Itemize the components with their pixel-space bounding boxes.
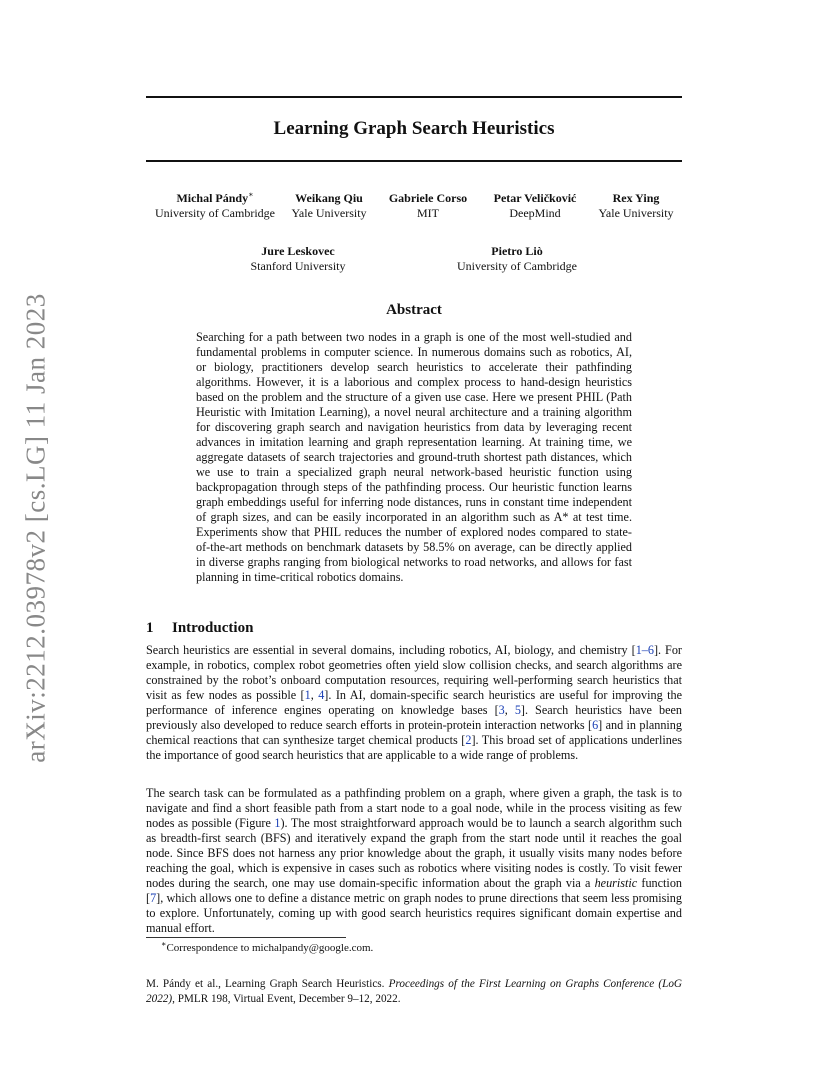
footnote-text: Correspondence to michalpandy@google.com. [166,942,374,954]
author-block [442,244,592,274]
author-block [561,191,711,221]
author-name: Michal Pándy [176,191,249,205]
author-affiliation: DeepMind [509,206,561,220]
footnote-mark: ∗ [161,939,167,949]
author-name: Weikang Qiu [295,191,363,205]
author-name: Petar Veličković [493,191,577,205]
author-affiliation: MIT [417,206,439,220]
footnote [161,939,374,954]
body-text: ]. In AI, domain-specific search heuristics are useful for improving the performance of inference engines operating on knowledge bases [ [146,688,682,717]
body-text: , [310,688,319,702]
citation-link[interactable]: 1 [274,816,281,830]
body-text: ). The most straightforward approach would be to launch a search algorithm such as breadth-first search (BFS) and iteratively expand the graph from the start node until it reaches the goal node. Since BFS does not harness any prior knowledge about the graph, it usually visits many nodes before reaching the goal, which is expensive in cases such as robotics where visiting nodes is costly. To visit fewer nodes during the search, one may use domain-specific information about the graph via a [146,816,682,890]
section-title: Introduction [172,620,254,636]
citation-link[interactable]: 1–6 [635,643,654,657]
section-number: 1 [146,620,154,636]
author-name: Pietro Liò [491,244,543,258]
body-text: The search task can be formulated as a pathfinding problem on a graph, where given a graph, the task is to navigate and find a short feasible path from a start node to a goal node, while in the process visiting as few nodes as possible (Figure [146,786,682,830]
author-block [223,244,373,274]
abstract-text: Searching for a path between two nodes in a graph is one of the most well-studied and fundamental problems in computer science. In numerous domains such as robotics, AI, or biology, practitioners develop search heuristics to accelerate their pathfinding algorithms. However, it is a laborious and complex process to hand-design heuristics based on the problem and the structure of a given use case. Here we present PHIL (Path Heuristic with Imitation Learning), a novel neural architecture and a training algorithm for discovering graph search and navigation heuristics from data by leveraging recent advances in imitation learning and graph representation learning. At training time, we aggregate datasets of search trajectories and ground-truth shortest path distances, which we use to train a specialized graph neural network-based heuristic function using backpropagation through steps of the pathfinding process. Our heuristic function learns graph embeddings useful for inferring node distances, runs in constant time independent of graph sizes, and can be easily incorporated in an algorithm such as A* at test time. Experiments show that PHIL reduces the number of explored nodes compared to state-of-the-art methods on benchmark datasets by 58.5% on average, can be directly applied in diverse graphs ranging from biological networks to road networks, and allows for fast planning in time-critical robotics domains. [196,330,632,584]
paper-title: Learning Graph Search Heuristics [273,118,555,139]
author-affiliation: Yale University [291,206,367,220]
intro-paragraph [146,786,682,936]
body-text: Search heuristics are essential in several domains, including robotics, AI, biology, and chemistry [ [146,643,636,657]
citation-link[interactable]: 1 [304,688,311,702]
title-rule-bottom [146,160,682,162]
venue-proceedings: Proceedings of the First Learning on Graphs Conference (LoG 2022) [146,978,683,1005]
author-affiliation: University of Cambridge [457,259,577,273]
abstract-heading: Abstract [386,302,442,318]
author-affiliation: Stanford University [250,259,346,273]
body-text: ]. This broad set of applications underlines the importance of good search heuristics that are applicable to a wide range of problems. [146,733,682,762]
citation-link[interactable]: 5 [514,703,521,717]
body-text: function [ [146,876,683,905]
footnote-rule [146,937,346,938]
citation-link[interactable]: 6 [592,718,599,732]
venue-note [146,977,682,1007]
citation-link[interactable]: 4 [318,688,325,702]
arxiv-stamp: arXiv:2212.03978v2 [cs.LG] 11 Jan 2023 [20,293,51,763]
citation-link[interactable]: 3 [498,703,505,717]
body-text: , [504,703,515,717]
body-text: ]. Search heuristics have been previously also developed to reduce search efforts in protein-protein interaction networks [ [146,703,682,732]
author-affiliation: University of Cambridge [155,206,275,220]
citation-link[interactable]: 2 [465,733,472,747]
body-text: ]. For example, in robotics, complex robot geometries often yield slow collision checks, and search algorithms are constrained by the robot’s onboard computation resources, requiring well-performing search heuristics that visit as few nodes as possible [ [146,643,682,702]
author-name: Gabriele Corso [388,191,468,205]
title-rule-top [146,96,682,98]
author-name: Rex Ying [612,191,660,205]
venue-tail: , PMLR 198, Virtual Event, December 9–12, 2022. [172,993,401,1005]
author-affiliation: Yale University [598,206,674,220]
venue-lead: M. Pándy et al., Learning Graph Search Heuristics. [146,978,389,990]
intro-paragraph [146,643,682,763]
body-text: ], which allows one to define a distance metric on graph nodes to prune directions that seem less promising to explore. Unfortunately, coming up with good search heuristics requires significant domain expertise and manual effort. [146,891,682,935]
body-text: ] and in planning chemical reactions that can synthesize target chemical products [ [146,718,682,747]
emphasis-text: heuristic [594,876,638,890]
section-heading [146,620,253,637]
citation-link[interactable]: 7 [150,891,157,905]
footnote-mark: ∗ [248,190,254,199]
author-name: Jure Leskovec [261,244,335,258]
